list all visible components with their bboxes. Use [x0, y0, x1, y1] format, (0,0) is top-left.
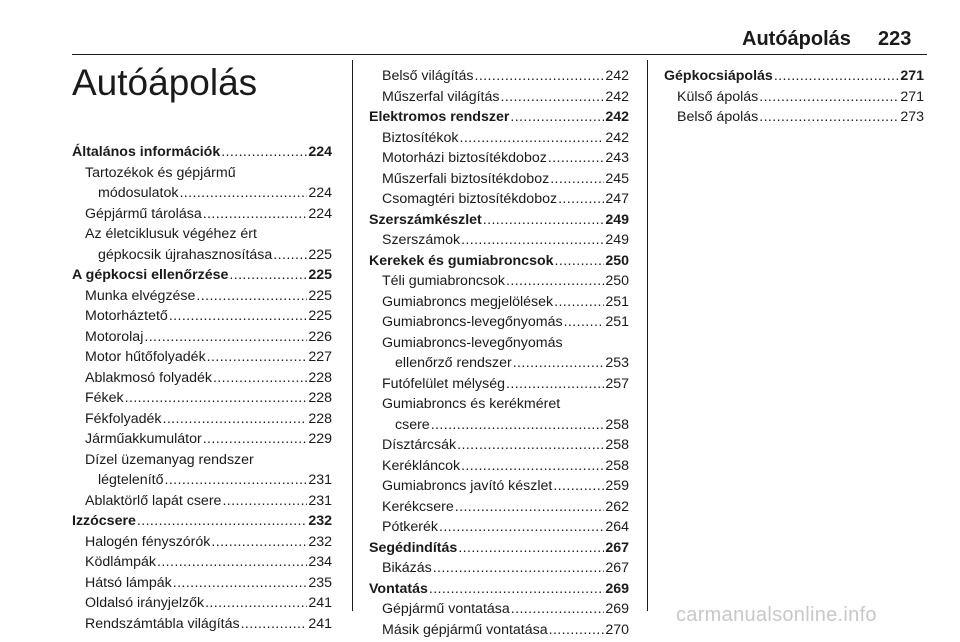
toc-entry-page: 247 [605, 191, 629, 207]
toc-entry[interactable] [369, 271, 629, 292]
toc-entry-page: 225 [308, 246, 332, 263]
toc-section[interactable] [369, 107, 629, 128]
toc-entry-title: Ablaktörlő lapát csere [85, 492, 222, 509]
toc-entry-title: Csomagtéri biztosítékdoboz [382, 191, 558, 207]
leader-dots [203, 429, 308, 450]
toc-section-page: 269 [605, 580, 629, 597]
toc-entry[interactable] [72, 306, 332, 327]
toc-entry[interactable] [72, 368, 332, 389]
toc-section-page: 250 [605, 252, 629, 269]
toc-entry[interactable] [369, 435, 629, 456]
toc-entry[interactable] [369, 497, 629, 518]
leader-dots [461, 230, 604, 251]
toc-entry-title: Gumiabroncs-levegőnyomás [382, 314, 563, 330]
toc-column-3 [664, 66, 924, 128]
leader-dots [163, 409, 308, 430]
leader-dots [558, 189, 604, 210]
toc-entry[interactable] [369, 169, 629, 190]
toc-entry-title: Téli gumiabroncsok [382, 273, 506, 289]
column-divider [647, 60, 648, 611]
toc-section-page: 249 [605, 211, 629, 228]
toc-entry-title: légtelenítő [98, 472, 164, 488]
leader-dots [506, 271, 604, 292]
leader-dots [513, 353, 605, 374]
toc-entry-title: Rendszámtábla világítás [85, 615, 240, 632]
toc-section-title: Általános információk [72, 144, 221, 160]
toc-entry[interactable] [72, 204, 332, 225]
leader-dots [125, 388, 308, 409]
toc-entry-line [72, 450, 332, 471]
leader-dots [457, 435, 604, 456]
toc-entry-title: Gépjármű vontatása [382, 601, 510, 617]
toc-section[interactable] [369, 251, 629, 272]
toc-section[interactable] [369, 579, 629, 600]
toc-entry-page: 271 [900, 88, 924, 105]
leader-dots [474, 66, 604, 87]
leader-dots [169, 306, 308, 327]
toc-section-title: Kerekek és gumiabroncsok [369, 252, 554, 269]
toc-entry-title: Külső ápolás [677, 88, 759, 105]
leader-dots [164, 470, 307, 491]
toc-entry-page: 258 [605, 437, 629, 453]
toc-entry-title: Gépjármű tárolása [85, 205, 202, 222]
leader-dots [144, 327, 307, 348]
leader-dots [553, 476, 604, 497]
toc-entry-page: 228 [308, 369, 332, 386]
toc-entry-title: Gumiabroncs és kerékméret [382, 396, 561, 412]
leader-dots [555, 251, 605, 272]
toc-entry-title: Bikázás [382, 560, 432, 576]
toc-entry[interactable] [369, 415, 629, 436]
leader-dots [229, 265, 307, 286]
toc-entry-page: 228 [308, 410, 332, 427]
toc-entry[interactable] [369, 128, 629, 149]
toc-entry-page: 249 [605, 232, 629, 248]
toc-entry[interactable] [72, 388, 332, 409]
toc-entry-page: 258 [605, 457, 629, 474]
leader-dots [433, 558, 605, 579]
toc-section[interactable] [369, 210, 629, 231]
toc-section-page: 232 [308, 513, 332, 529]
toc-entry-title: Biztosítékok [382, 129, 459, 146]
toc-section[interactable] [72, 511, 332, 532]
toc-entry[interactable] [72, 593, 332, 614]
toc-entry-page: 264 [605, 519, 629, 535]
toc-entry[interactable] [72, 183, 332, 204]
toc-entry-page: 243 [605, 150, 629, 166]
column-divider [352, 60, 353, 611]
toc-entry-title: Hátsó lámpák [85, 574, 172, 591]
toc-entry[interactable] [369, 374, 629, 395]
toc-entry-title: Járműakkumulátor [85, 431, 202, 447]
leader-dots [213, 368, 307, 389]
toc-section-title: Segédindítás [369, 539, 458, 556]
leader-dots [157, 552, 307, 573]
toc-entry-title: gépkocsik újrahasznosítása [98, 246, 273, 263]
leader-dots [548, 148, 605, 169]
toc-section-title: Izzócsere [72, 513, 136, 529]
toc-entry-page: 231 [308, 492, 332, 509]
toc-entry-line [369, 333, 629, 354]
toc-entry-page: 224 [308, 205, 332, 222]
toc-entry-page: 242 [605, 68, 629, 84]
leader-dots [196, 286, 307, 307]
toc-entry-title: Pótkerék [382, 519, 438, 535]
toc-entry[interactable] [72, 429, 332, 450]
toc-entry[interactable] [369, 312, 629, 333]
toc-section-page: 267 [605, 539, 629, 556]
toc-entry-line [72, 163, 332, 184]
toc-entry-page: 228 [308, 390, 332, 406]
leader-dots [179, 183, 307, 204]
leader-dots [549, 620, 605, 641]
leader-dots [273, 245, 307, 266]
toc-section-title: Szerszámkészlet [369, 211, 482, 228]
toc-entry-page: 225 [308, 287, 332, 304]
toc-entry-page: 257 [605, 375, 629, 392]
toc-entry-title: Oldalsó irányjelzők [85, 595, 205, 611]
toc-entry[interactable] [664, 107, 924, 128]
toc-entry-page: 224 [308, 185, 332, 201]
toc-entry[interactable] [72, 573, 332, 594]
toc-entry-page: 250 [605, 273, 629, 289]
toc-entry[interactable] [369, 292, 629, 313]
leader-dots [506, 374, 604, 395]
toc-column-1 [72, 142, 332, 634]
leader-dots [510, 107, 604, 128]
toc-entry-title: ellenőrző rendszer [395, 355, 512, 371]
watermark: carmanualsonline.info [676, 604, 877, 626]
toc-entry-title: Gumiabroncs megjelölések [382, 293, 554, 310]
toc-entry-page: 259 [605, 478, 629, 494]
toc-column-2 [369, 66, 629, 640]
leader-dots [222, 491, 307, 512]
toc-entry[interactable] [72, 532, 332, 553]
toc-entry[interactable] [369, 66, 629, 87]
leader-dots [564, 312, 605, 333]
leader-dots [137, 511, 307, 532]
toc-entry-page: 235 [308, 574, 332, 591]
toc-entry-page: 253 [605, 355, 629, 371]
toc-entry-title: Dísztárcsák [382, 437, 457, 453]
toc-entry-title: Ablakmosó folyadék [85, 369, 212, 386]
toc-entry[interactable] [72, 552, 332, 573]
leader-dots [203, 204, 308, 225]
leader-dots [429, 579, 604, 600]
leader-dots [173, 573, 308, 594]
toc-section[interactable] [72, 265, 332, 286]
toc-entry-title: Kerékcsere [382, 498, 454, 515]
toc-section-page: 224 [308, 144, 332, 160]
toc-entry[interactable] [72, 491, 332, 512]
toc-entry-page: 245 [605, 170, 629, 187]
toc-entry[interactable] [369, 353, 629, 374]
toc-entry-page: 251 [605, 293, 629, 310]
toc-entry[interactable] [369, 87, 629, 108]
toc-entry[interactable] [369, 189, 629, 210]
toc-entry-page: 262 [605, 498, 629, 515]
page-header [0, 26, 960, 56]
toc-entry-title: Motorolaj [85, 328, 144, 345]
toc-section[interactable] [369, 538, 629, 559]
toc-entry[interactable] [664, 87, 924, 108]
toc-entry-title: Másik gépjármű vontatása [382, 621, 548, 638]
toc-entry[interactable] [72, 409, 332, 430]
toc-entry-page: 231 [308, 472, 332, 488]
toc-entry-title: Belső világítás [382, 68, 474, 84]
leader-dots [759, 107, 899, 128]
leader-dots [759, 87, 899, 108]
toc-entry[interactable] [369, 456, 629, 477]
toc-entry[interactable] [72, 470, 332, 491]
toc-entry[interactable] [369, 517, 629, 538]
toc-entry-title: Gumiabroncs javító készlet [382, 478, 553, 494]
leader-dots [211, 532, 307, 553]
toc-entry-title: Fékek [85, 390, 124, 406]
toc-section[interactable] [72, 142, 332, 163]
toc-entry-page: 251 [605, 314, 629, 330]
toc-entry-page: 234 [308, 554, 332, 570]
leader-dots [554, 292, 604, 313]
toc-entry-title: Fékfolyadék [85, 410, 162, 427]
chapter-title: Autóápolás [72, 62, 258, 103]
leader-dots [511, 599, 605, 620]
toc-entry-page: 241 [308, 615, 332, 632]
toc-entry-page: 225 [308, 308, 332, 324]
leader-dots [500, 87, 604, 108]
leader-dots [550, 169, 604, 190]
leader-dots [483, 210, 605, 231]
toc-entry-title: Halogén fényszórók [85, 533, 211, 550]
toc-entry-page: 258 [605, 416, 629, 433]
toc-section-title: Elektromos rendszer [369, 109, 510, 125]
toc-entry-page: 227 [308, 349, 332, 365]
toc-entry-title: Műszerfali biztosítékdoboz [382, 170, 550, 187]
toc-entry-page: 232 [308, 533, 332, 550]
page-number: 223 [878, 28, 912, 50]
toc-entry-title: Motorházi biztosítékdoboz [382, 150, 547, 166]
toc-entry-title: Ködlámpák [85, 554, 156, 570]
toc-entry-title: Munka elvégzése [85, 287, 196, 304]
toc-entry-line [72, 224, 332, 245]
running-header-title: Autóápolás [742, 28, 851, 50]
header-rule [72, 54, 927, 55]
toc-entry[interactable] [369, 599, 629, 620]
toc-entry[interactable] [72, 286, 332, 307]
leader-dots [461, 456, 604, 477]
toc-entry-title: Motorháztető [85, 308, 168, 324]
toc-entry-line [369, 394, 629, 415]
leader-dots [774, 66, 900, 87]
toc-entry[interactable] [369, 230, 629, 251]
toc-entry-title: módosulatok [98, 185, 179, 201]
leader-dots [207, 347, 308, 368]
toc-entry-title: Dízel üzemanyag rendszer [85, 451, 254, 468]
toc-entry[interactable] [72, 614, 332, 635]
toc-section-page: 271 [900, 68, 924, 84]
leader-dots [460, 128, 605, 149]
toc-entry-title: Futófelület mélység [382, 375, 506, 392]
toc-entry-title: Belső ápolás [677, 109, 759, 125]
toc-entry-title: Az életciklusuk végéhez ért [85, 226, 257, 242]
toc-entry-page: 242 [605, 88, 629, 105]
toc-entry[interactable] [72, 327, 332, 348]
toc-entry-page: 269 [605, 601, 629, 617]
leader-dots [205, 593, 307, 614]
toc-entry-title: Műszerfal világítás [382, 88, 500, 105]
toc-section-page: 225 [308, 267, 332, 283]
toc-entry-page: 242 [605, 129, 629, 146]
toc-entry-page: 270 [605, 621, 629, 638]
leader-dots [431, 415, 605, 436]
toc-entry[interactable] [72, 245, 332, 266]
leader-dots [221, 142, 307, 163]
toc-entry-page: 229 [308, 431, 332, 447]
toc-entry-title: csere [395, 416, 430, 433]
toc-section-title: A gépkocsi ellenőrzése [72, 267, 229, 283]
toc-entry-title: Tartozékok és gépjármű [85, 164, 236, 181]
toc-section-title: Gépkocsiápolás [664, 68, 773, 84]
toc-entry-page: 241 [308, 595, 332, 611]
toc-entry-page: 267 [605, 560, 629, 576]
toc-entry[interactable] [369, 476, 629, 497]
leader-dots [458, 538, 604, 559]
toc-entry[interactable] [72, 347, 332, 368]
toc-section[interactable] [664, 66, 924, 87]
toc-section-title: Vontatás [369, 580, 428, 597]
toc-entry-page: 273 [900, 109, 924, 125]
toc-entry[interactable] [369, 148, 629, 169]
toc-entry-title: Kerékláncok [382, 457, 461, 474]
toc-entry-page: 226 [308, 328, 332, 345]
toc-entry[interactable] [369, 620, 629, 641]
leader-dots [241, 614, 308, 635]
leader-dots [455, 497, 605, 518]
leader-dots [439, 517, 604, 538]
toc-section-page: 242 [605, 109, 629, 125]
toc-entry-title: Motor hűtőfolyadék [85, 349, 206, 365]
toc-entry[interactable] [369, 558, 629, 579]
toc-entry-title: Gumiabroncs-levegőnyomás [382, 334, 563, 351]
toc-entry-title: Szerszámok [382, 232, 461, 248]
